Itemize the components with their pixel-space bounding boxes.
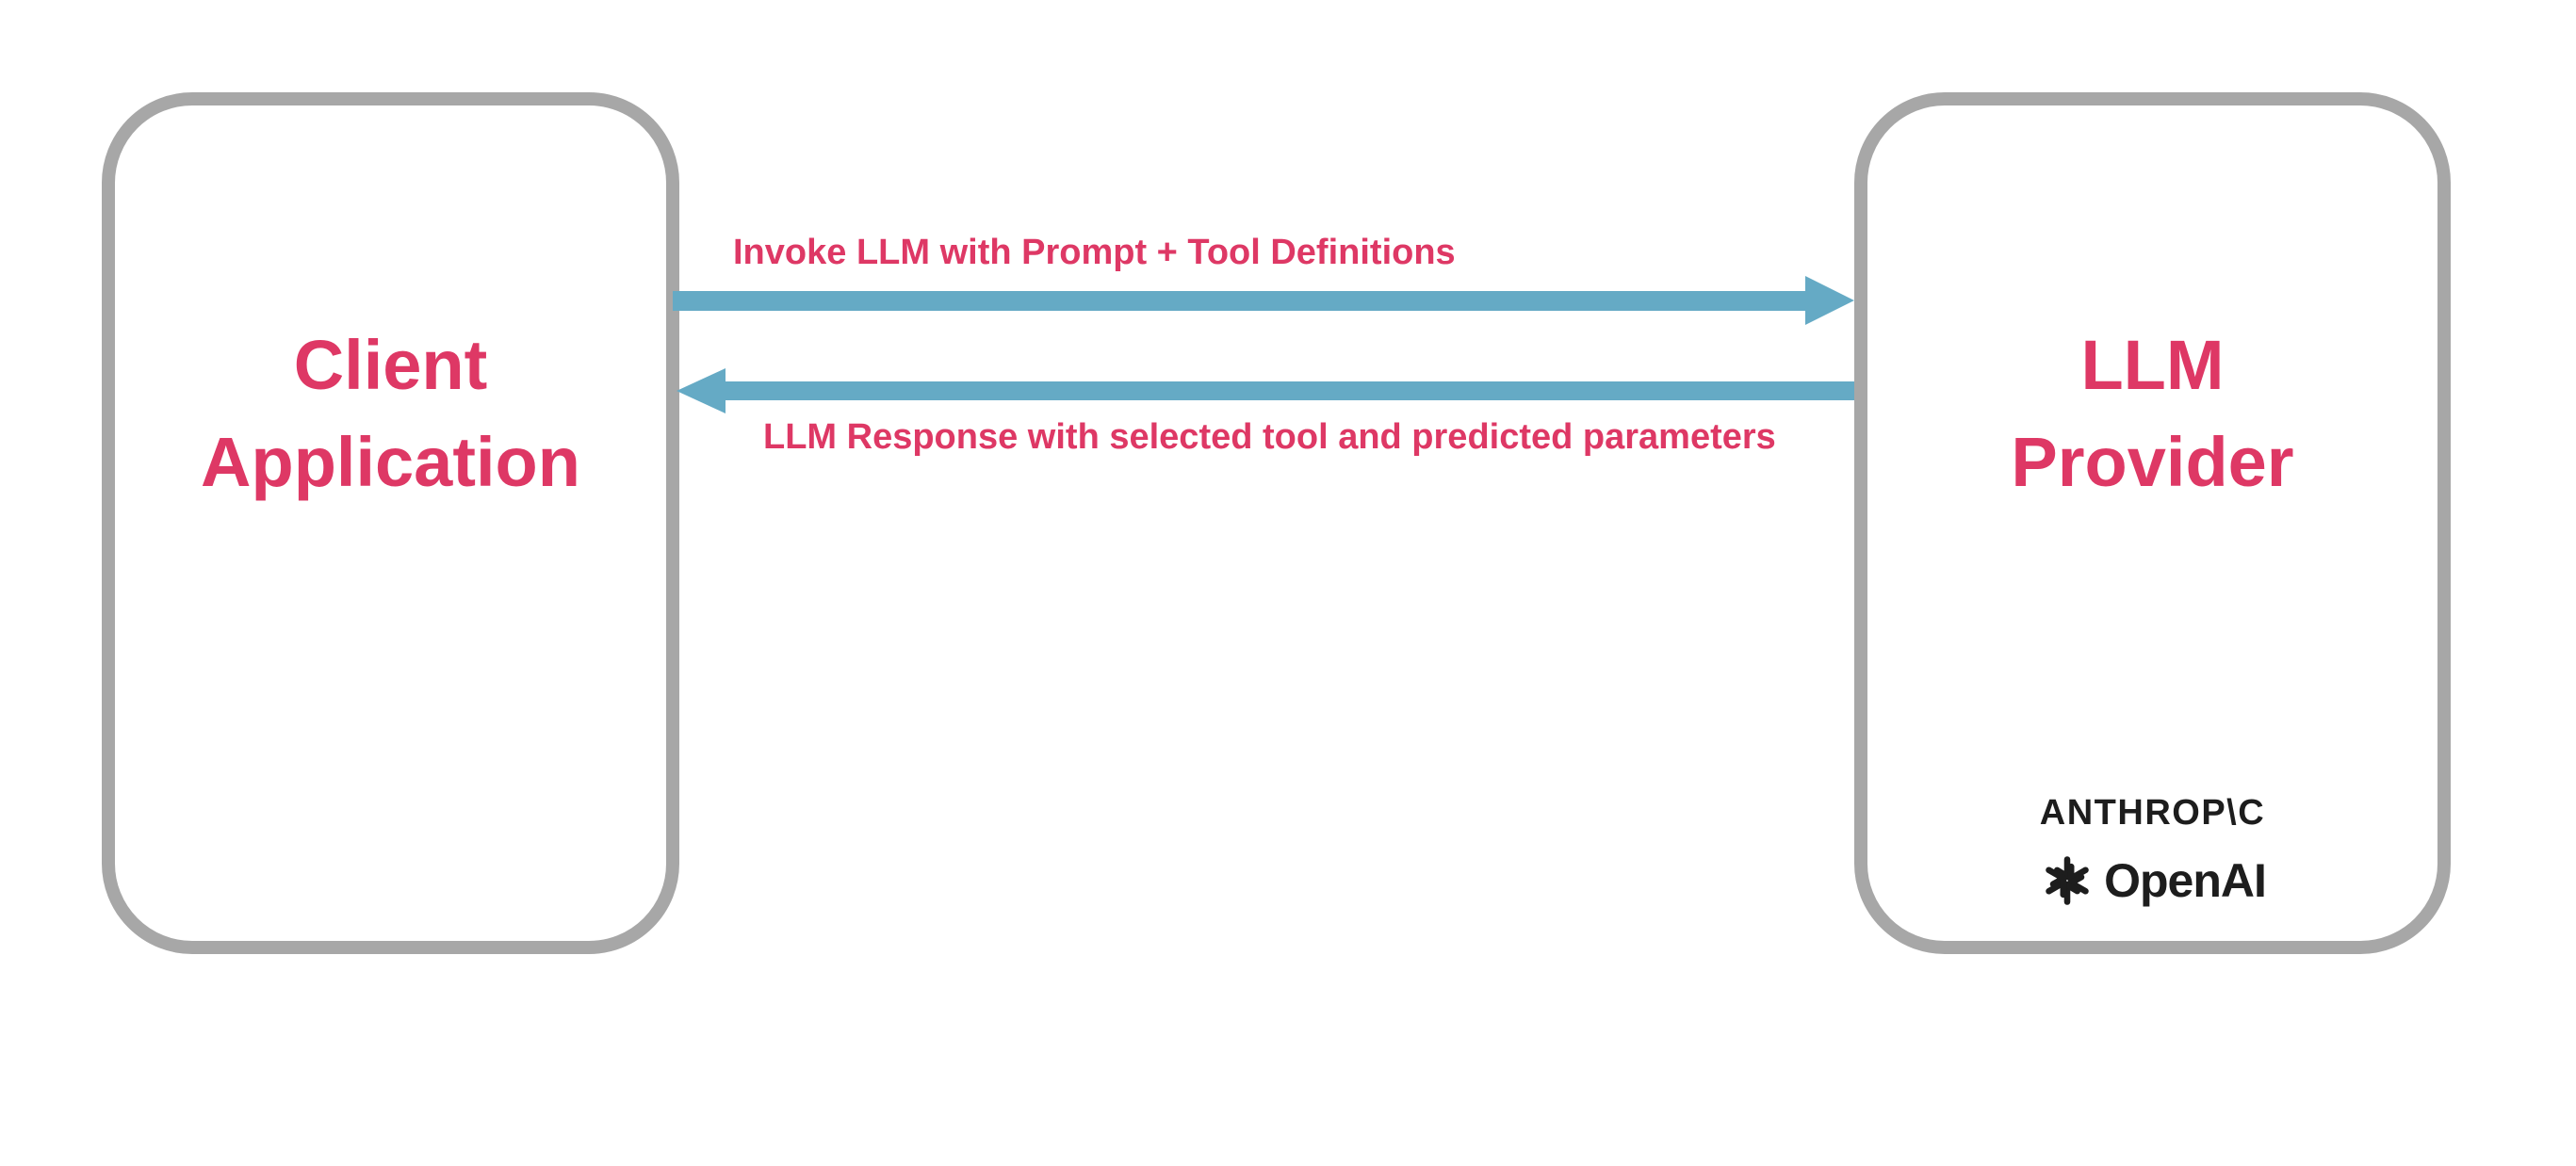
client-title-line-1: Client [293, 326, 488, 404]
openai-logo [1867, 850, 2437, 911]
client-title-line-2: Application [201, 423, 580, 501]
response-arrowhead-icon [677, 368, 726, 413]
request-arrowhead-icon [1805, 276, 1854, 325]
anthropic-wordmark: ANTHROP\C [2039, 793, 2266, 833]
provider-title-line-2: Provider [2011, 423, 2294, 501]
openai-wordmark: OpenAI [2104, 854, 2266, 907]
openai-logo-icon [2039, 851, 2095, 910]
llm-provider-title [1867, 316, 2437, 510]
llm-provider-box [1854, 92, 2451, 954]
request-arrow-label: Invoke LLM with Prompt + Tool Definitions [733, 233, 1456, 272]
response-arrow-label: LLM Response with selected tool and predicted parameters [763, 417, 1776, 457]
provider-title-line-1: LLM [2080, 326, 2225, 404]
request-arrow-shaft [673, 291, 1805, 311]
client-application-box [102, 92, 679, 954]
client-application-title [115, 316, 666, 510]
response-arrow-shaft [726, 381, 1854, 400]
